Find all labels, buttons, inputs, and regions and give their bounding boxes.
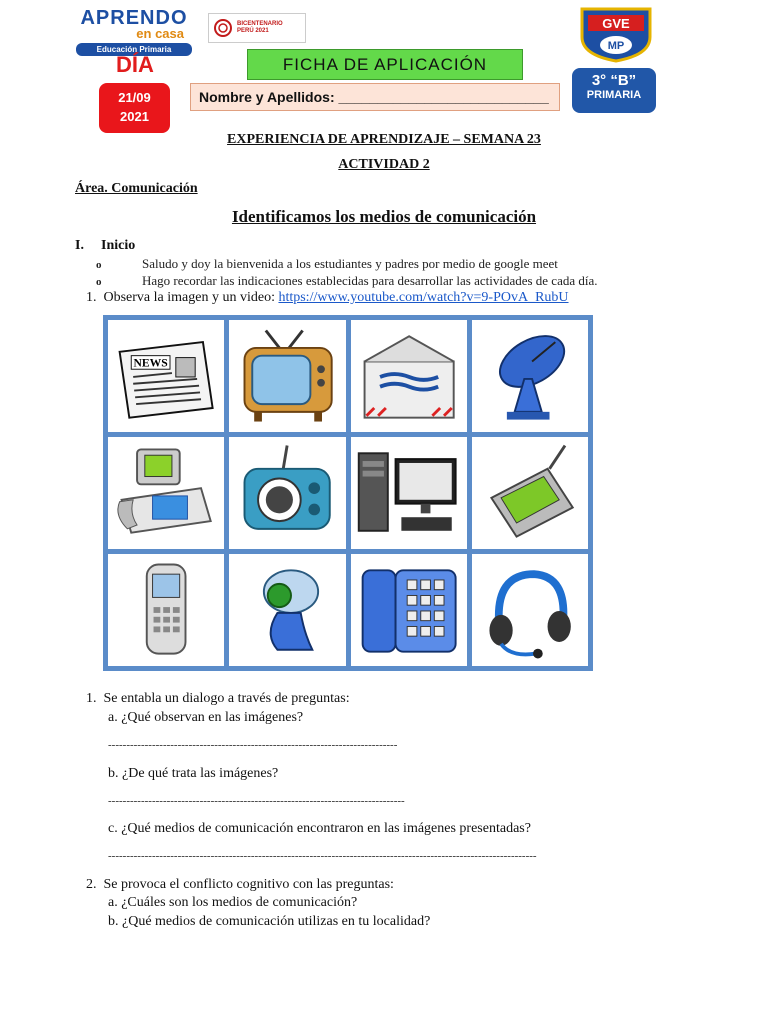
section-label: Inicio xyxy=(101,238,136,253)
pda-icon xyxy=(472,437,588,549)
answer-line-1b: --------------------------------------------------------------------------------- xyxy=(108,795,405,807)
main-title: Identificamos los medios de comunicación xyxy=(231,207,537,226)
bullet-text: Hago recordar las indicaciones establecidas para desarrollar las actividades de cada día. xyxy=(142,273,598,288)
list-item xyxy=(96,273,598,289)
radio-icon xyxy=(229,437,345,549)
list-item xyxy=(96,256,558,272)
headset-icon xyxy=(472,554,588,666)
observe-step xyxy=(86,290,569,306)
question-1a: a. ¿Qué observan en las imágenes? xyxy=(108,710,304,725)
question-2b: b. ¿Qué medios de comunicación utilizas en tu localidad? xyxy=(108,914,431,929)
computer-icon xyxy=(351,437,467,549)
area-heading: Área. Comunicación xyxy=(75,181,198,196)
section-number: I. xyxy=(75,238,84,253)
bicentenario-logo xyxy=(208,13,306,43)
bicentenario-emblem-icon xyxy=(213,18,233,38)
q1-text: Se entabla un dialogo a través de preguntas: xyxy=(103,691,350,706)
question-1c: c. ¿Qué medios de comunicación encontraron en las imágenes presentadas? xyxy=(108,821,531,836)
bullet-icon: o xyxy=(96,276,102,288)
question-1b: b. ¿De qué trata las imágenes? xyxy=(108,766,279,781)
grade-line2: PRIMARIA xyxy=(586,89,642,101)
date-line1: 21/09 xyxy=(118,90,151,105)
shield-bottom-text: MP xyxy=(607,40,625,52)
q2-number: 2. xyxy=(86,877,97,892)
aprendo-en-casa-logo xyxy=(76,8,192,54)
step-number: 1. xyxy=(86,290,97,305)
grade-badge xyxy=(572,68,656,113)
question-1 xyxy=(86,691,350,707)
day-label: DÍA xyxy=(116,52,154,77)
bicentenario-line2: PERÚ 2021 xyxy=(237,28,269,34)
media-image-grid xyxy=(103,315,593,671)
landline-phone-icon xyxy=(351,554,467,666)
logo-line3: Educación Primaria xyxy=(76,43,192,56)
envelope-icon xyxy=(351,320,467,432)
webcam-icon xyxy=(229,554,345,666)
question-2a: a. ¿Cuáles son los medios de comunicación? xyxy=(108,895,358,910)
bullet-text: Saludo y doy la bienvenida a los estudiantes y padres por medio de google meet xyxy=(142,256,558,271)
satellite-dish-icon xyxy=(472,320,588,432)
sheet-title: FICHA DE APLICACIÓN xyxy=(247,49,523,80)
answer-line-1a: ------------------------------------------------------------------------------- xyxy=(108,739,398,751)
grade-line1: 3° “B” xyxy=(591,72,637,89)
name-field: Nombre y Apellidos: ___________________________ xyxy=(190,83,560,111)
experience-title: EXPERIENCIA DE APRENDIZAJE – SEMANA 23 xyxy=(227,132,541,147)
school-shield-icon xyxy=(576,7,656,63)
logo-line2: en casa xyxy=(136,26,184,41)
logo-line1: APRENDO xyxy=(80,7,188,29)
q1-number: 1. xyxy=(86,691,97,706)
section-inicio xyxy=(75,238,135,254)
video-link[interactable]: https://www.youtube.com/watch?v=9-POvA_RubU xyxy=(278,290,569,305)
newspaper-icon xyxy=(108,320,224,432)
q2-text: Se provoca el conflicto cognitivo con las preguntas: xyxy=(103,877,394,892)
bicentenario-line1: BICENTENARIO xyxy=(237,21,283,27)
date-line2: 2021 xyxy=(120,109,149,124)
activity-title: ACTIVIDAD 2 xyxy=(338,157,430,172)
mobile-phone-icon xyxy=(108,554,224,666)
step-text: Observa la imagen y un video: xyxy=(103,290,279,305)
shield-top-text: GVE xyxy=(602,16,630,31)
television-icon xyxy=(229,320,345,432)
question-2 xyxy=(86,877,394,893)
answer-line-1c: --------------------------------------------------------------------------------------------------------------------- xyxy=(108,850,537,862)
fax-phone-icon xyxy=(108,437,224,549)
svg-text:NEWS: NEWS xyxy=(133,356,168,370)
date-badge xyxy=(99,83,170,133)
bullet-icon: o xyxy=(96,259,102,271)
